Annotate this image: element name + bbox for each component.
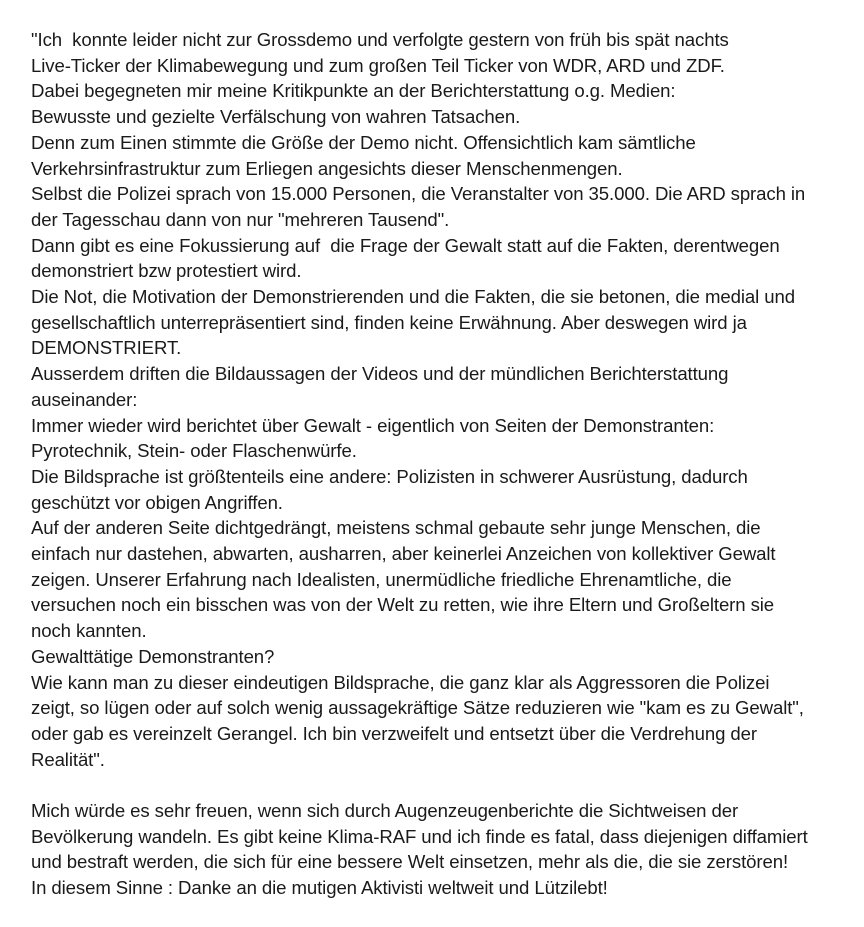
text-line: DEMONSTRIERT. bbox=[31, 337, 182, 359]
text-line: versuchen noch ein bisschen was von der Welt zu retten, wie ihre Eltern und Großeltern sie bbox=[31, 594, 775, 616]
text-line: Die Not, die Motivation der Demonstrierenden und die Fakten, die sie betonen, die medial und bbox=[31, 286, 795, 308]
text-line: demonstriert bzw protestiert wird. bbox=[31, 260, 302, 282]
text-line: noch kannten. bbox=[31, 620, 147, 642]
text-line: der Tagesschau dann von nur "mehreren Tausend". bbox=[31, 208, 450, 230]
document-text bbox=[31, 27, 861, 901]
text-line: zeigen. Unserer Erfahrung nach Idealisten, unermüdliche friedliche Ehrenamtliche, die bbox=[31, 568, 732, 590]
text-line: oder gab es vereinzelt Gerangel. Ich bin verzweifelt und entsetzt über die Verdrehung der bbox=[31, 722, 757, 744]
text-line: Bevölkerung wandeln. Es gibt keine Klima-RAF und ich finde es fatal, dass diejenigen diffamiert bbox=[31, 825, 808, 847]
text-line: und bestraft werden, die sich für eine bessere Welt einsetzen, mehr als die, die sie zerstören! bbox=[31, 851, 789, 873]
text-line: Bewusste und gezielte Verfälschung von wahren Tatsachen. bbox=[31, 106, 521, 128]
text-line: gesellschaftlich unterrepräsentiert sind, finden keine Erwähnung. Aber deswegen wird ja bbox=[31, 311, 747, 333]
text-line: Live-Ticker der Klimabewegung und zum großen Teil Ticker von WDR, ARD und ZDF. bbox=[31, 54, 725, 76]
text-line: Die Bildsprache ist größtenteils eine andere: Polizisten in schwerer Ausrüstung, dadurch bbox=[31, 465, 748, 487]
text-line: Verkehrsinfrastruktur zum Erliegen angesichts dieser Menschenmengen. bbox=[31, 157, 623, 179]
text-line: Denn zum Einen stimmte die Größe der Demo nicht. Offensichtlich kam sämtliche bbox=[31, 131, 696, 153]
text-line: Gewalttätige Demonstranten? bbox=[31, 645, 275, 667]
text-line: Wie kann man zu dieser eindeutigen Bildsprache, die ganz klar als Aggressoren die Polizei bbox=[31, 671, 770, 693]
text-line: Pyrotechnik, Stein- oder Flaschenwürfe. bbox=[31, 440, 357, 462]
text-line: zeigt, so lügen oder auf solch wenig aussagekräftige Sätze reduzieren wie "kam es zu Gewalt", bbox=[31, 697, 804, 719]
text-line: Immer wieder wird berichtet über Gewalt - eigentlich von Seiten der Demonstranten: bbox=[31, 414, 715, 436]
text-line: Realität". bbox=[31, 748, 105, 770]
text-line: einfach nur dastehen, abwarten, ausharren, aber keinerlei Anzeichen von kollektiver Gewalt bbox=[31, 543, 776, 565]
text-line: Dabei begegneten mir meine Kritikpunkte an der Berichterstattung o.g. Medien: bbox=[31, 80, 676, 102]
text-line: Ausserdem driften die Bildaussagen der Videos und der mündlichen Berichterstattung bbox=[31, 363, 729, 385]
text-line: geschützt vor obigen Angriffen. bbox=[31, 491, 283, 513]
text-line: auseinander: bbox=[31, 388, 138, 410]
text-line: "Ich konnte leider nicht zur Grossdemo und verfolgte gestern von früh bis spät nachts bbox=[31, 29, 729, 50]
text-line: Selbst die Polizei sprach von 15.000 Personen, die Veranstalter von 35.000. Die ARD sprach in bbox=[31, 183, 806, 205]
blank-line bbox=[31, 772, 861, 798]
text-line: Dann gibt es eine Fokussierung auf die Frage der Gewalt statt auf die Fakten, derentwegen bbox=[31, 234, 780, 256]
text-line: In diesem Sinne : Danke an die mutigen Aktivisti weltweit und Lützilebt! bbox=[31, 877, 608, 899]
text-line: Mich würde es sehr freuen, wenn sich durch Augenzeugenberichte die Sichtweisen der bbox=[31, 800, 739, 822]
text-line: Auf der anderen Seite dichtgedrängt, meistens schmal gebaute sehr junge Menschen, die bbox=[31, 517, 761, 539]
